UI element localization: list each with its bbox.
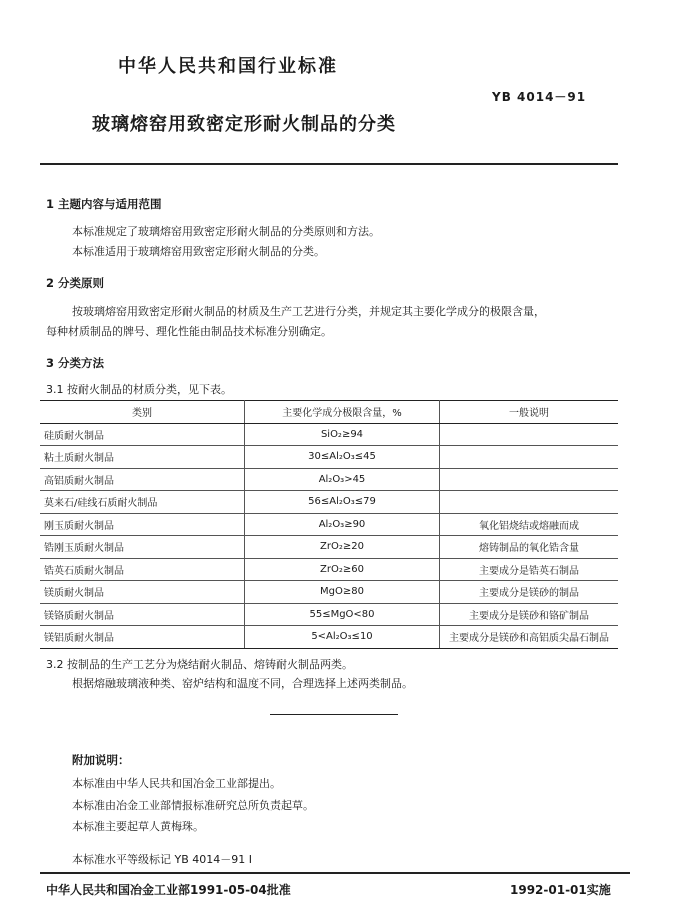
cell-category: 锆英石质耐火制品 <box>40 558 245 581</box>
table-row <box>40 603 618 626</box>
footer-rule <box>40 872 630 874</box>
section-1-heading: 1 主题内容与适用范围 <box>46 197 162 211</box>
section-1-paragraph-1: 本标准规定了玻璃熔窑用致密定形耐火制品的分类原则和方法。 <box>72 225 380 238</box>
cell-composition: Al₂O₃≥90 <box>245 513 440 536</box>
cell-composition: SiO₂≥94 <box>245 423 440 446</box>
cell-remarks <box>440 446 619 469</box>
cell-composition: Al₂O₃>45 <box>245 468 440 491</box>
header-remarks: 一般说明 <box>440 401 619 424</box>
section-1-paragraph-2: 本标准适用于玻璃熔窑用致密定形耐火制品的分类。 <box>72 245 325 258</box>
cell-category: 高铝质耐火制品 <box>40 468 245 491</box>
implementation-date: 1992-01-01实施 <box>510 883 611 897</box>
cell-category: 锆刚玉质耐火制品 <box>40 536 245 559</box>
table-header-row <box>40 401 618 424</box>
note-proposer: 本标准由中华人民共和国冶金工业部提出。 <box>72 777 281 790</box>
cell-remarks <box>440 491 619 514</box>
document-title: 玻璃熔窑用致密定形耐火制品的分类 <box>92 114 396 135</box>
cell-composition: ZrO₂≥60 <box>245 558 440 581</box>
cell-category: 粘土质耐火制品 <box>40 446 245 469</box>
section-2-paragraph-line-1: 按玻璃熔窑用致密定形耐火制品的材质及生产工艺进行分类，并规定其主要化学成分的极限含量， <box>72 305 545 318</box>
table-row <box>40 468 618 491</box>
table-row <box>40 558 618 581</box>
standard-category: 中华人民共和国行业标准 <box>118 56 338 77</box>
cell-composition: MgO≥80 <box>245 581 440 604</box>
cell-remarks: 主要成分是锆英石制品 <box>440 558 619 581</box>
table-row <box>40 491 618 514</box>
grade-mark: 本标准水平等级标记 YB 4014－91 I <box>72 853 252 866</box>
table-row <box>40 536 618 559</box>
cell-composition: ZrO₂≥20 <box>245 536 440 559</box>
cell-category: 镁铝质耐火制品 <box>40 626 245 649</box>
cell-remarks: 主要成分是镁砂和高铝质尖晶石制品 <box>440 626 619 649</box>
cell-composition: 56≤Al₂O₃≤79 <box>245 491 440 514</box>
cell-category: 莫来石/硅线石质耐火制品 <box>40 491 245 514</box>
note-drafter: 本标准由冶金工业部情报标准研究总所负责起草。 <box>72 799 314 812</box>
clause-3-1: 3.1 按耐火制品的材质分类，见下表。 <box>46 383 232 396</box>
table-row <box>40 423 618 446</box>
cell-category: 镁质耐火制品 <box>40 581 245 604</box>
clause-3-2: 3.2 按制品的生产工艺分为烧结耐火制品、熔铸耐火制品两类。 <box>46 658 353 671</box>
section-3-heading: 3 分类方法 <box>46 356 105 370</box>
cell-composition: 55≤MgO<80 <box>245 603 440 626</box>
cell-remarks: 氧化铝烧结或熔融而成 <box>440 513 619 536</box>
cell-category: 刚玉质耐火制品 <box>40 513 245 536</box>
cell-remarks: 熔铸制品的氧化锆含量 <box>440 536 619 559</box>
standard-code: YB 4014－91 <box>492 90 587 104</box>
table-row <box>40 581 618 604</box>
table-row <box>40 446 618 469</box>
section-2-heading: 2 分类原则 <box>46 276 105 290</box>
cell-remarks: 主要成分是镁砂的制品 <box>440 581 619 604</box>
cell-remarks: 主要成分是镁砂和铬矿制品 <box>440 603 619 626</box>
cell-remarks <box>440 468 619 491</box>
cell-composition: 5<Al₂O₃≤10 <box>245 626 440 649</box>
cell-remarks <box>440 423 619 446</box>
table-row <box>40 626 618 649</box>
approval-line: 中华人民共和国冶金工业部1991-05-04批准 <box>46 883 291 897</box>
classification-table <box>40 400 618 649</box>
cell-category: 硅质耐火制品 <box>40 423 245 446</box>
clause-3-2-continuation: 根据熔融玻璃液种类、窑炉结构和温度不同，合理选择上述两类制品。 <box>72 677 413 690</box>
cell-category: 镁铬质耐火制品 <box>40 603 245 626</box>
header-category: 类别 <box>40 401 245 424</box>
section-2-paragraph-line-2: 每种材质制品的牌号、理化性能由制品技术标准分别确定。 <box>46 325 332 338</box>
header-rule <box>40 163 618 165</box>
note-author: 本标准主要起草人黄梅珠。 <box>72 820 204 833</box>
end-rule <box>270 714 398 715</box>
additional-notes-heading: 附加说明： <box>72 753 130 767</box>
header-composition: 主要化学成分极限含量，% <box>245 401 440 424</box>
table-row <box>40 513 618 536</box>
cell-composition: 30≤Al₂O₃≤45 <box>245 446 440 469</box>
